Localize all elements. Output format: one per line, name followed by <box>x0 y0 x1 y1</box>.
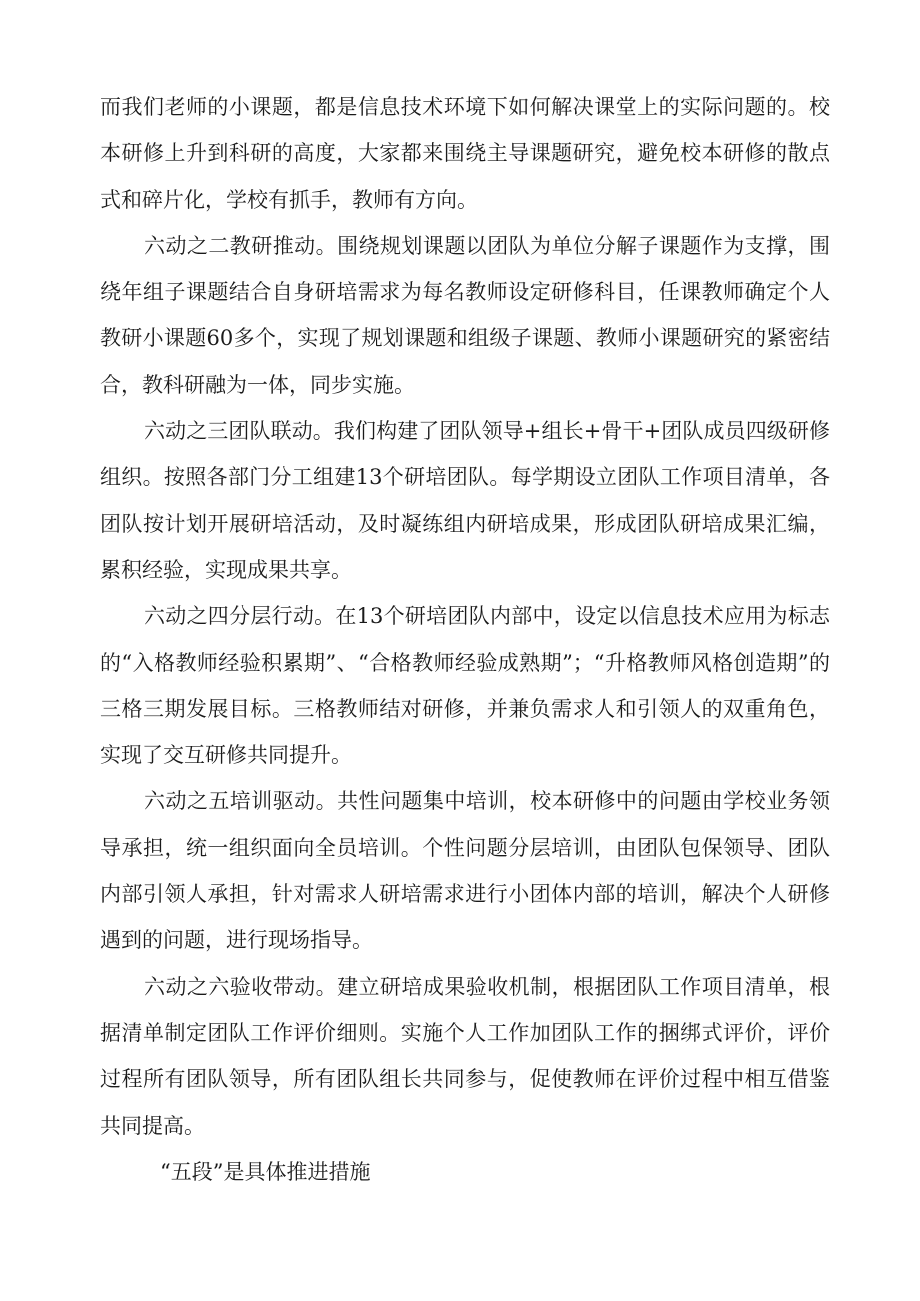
paragraph-teaching-research: 六动之二教研推动。围绕规划课题以团队为单位分解子课题作为支撑，围绕年组子课题结合自身研培需求为每名教师设定研修科目，任课教师确定个人教研小课题60多个，实现了规划课题和组级子课题、教师小课题研究的紧密结合，教科研融为一体，同步实施。 <box>100 233 830 397</box>
paragraph-training-drive: 六动之五培训驱动。共性问题集中培训，校本研修中的问题由学校业务领导承担，统一组织面向全员培训。个性问题分层培训，由团队包保领导、团队内部引领人承担，针对需求人研培需求进行小团体内部的培训，解决个人研修遇到的问题，进行现场指导。 <box>100 789 830 953</box>
paragraph-team-linkage: 六动之三团队联动。我们构建了团队领导+组长+骨干+团队成员四级研修组织。按照各部门分工组建13个研培团队。每学期设立团队工作项目清单，各团队按计划开展研培活动，及时凝练组内研培成果，形成团队研培成果汇编，累积经验，实现成果共享。 <box>100 419 830 582</box>
paragraph-continuation: 而我们老师的小课题，都是信息技术环境下如何解决课堂上的实际问题的。校本研修上升到科研的高度，大家都来围绕主导课题研究，避免校本研修的散点式和碎片化，学校有抓手，教师有方向。 <box>100 95 830 212</box>
paragraph-layered-action: 六动之四分层行动。在13个研培团队内部中，设定以信息技术应用为标志的“入格教师经验积累期”、“合格教师经验成熟期”；“升格教师风格创造期”的三格三期发展目标。三格教师结对研修，并兼负需求人和引领人的双重角色，实现了交互研修共同提升。 <box>100 604 830 768</box>
section-heading: “五段”是具体推进措施 <box>160 1159 371 1184</box>
document-body <box>100 84 830 1195</box>
paragraph-acceptance-drive: 六动之六验收带动。建立研培成果验收机制，根据团队工作项目清单，根据清单制定团队工作评价细则。实施个人工作加团队工作的捆绑式评价，评价过程所有团队领导，所有团队组长共同参与，促使教师在评价过程中相互借鉴共同提高。 <box>100 974 830 1138</box>
